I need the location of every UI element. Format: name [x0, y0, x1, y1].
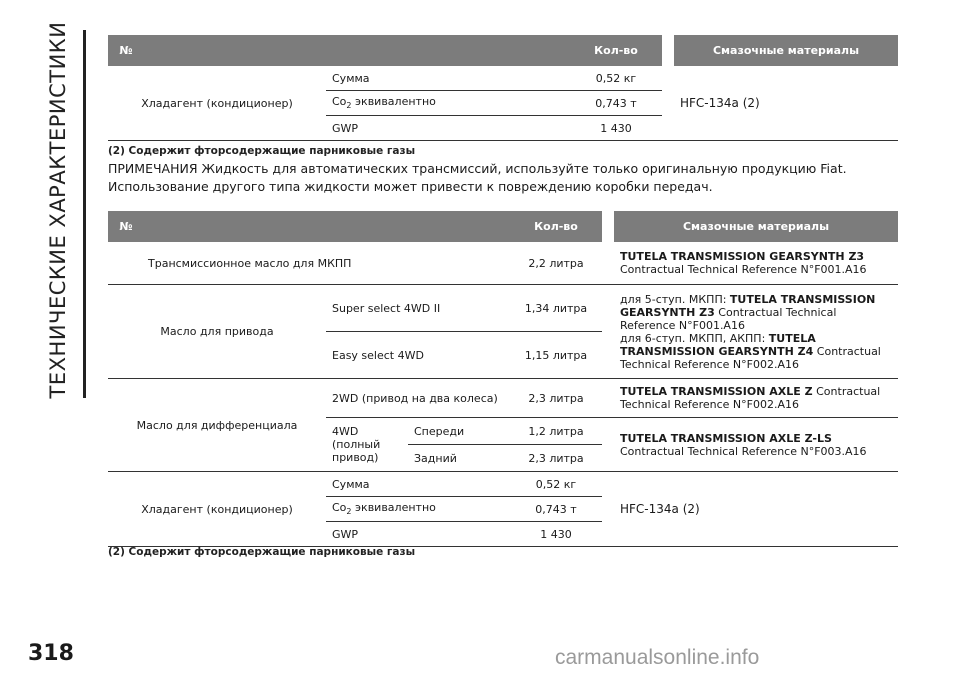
footnote-2: (2) Содержит фторсодержащие парниковые газы — [108, 546, 416, 558]
side-bar — [83, 30, 86, 398]
refrigerant-material: HFC-134a (2) — [674, 66, 898, 141]
sum-label: Сумма — [326, 66, 570, 91]
header-materials: Смазочные материалы — [674, 35, 898, 66]
4wd-label: 4WD (полный привод) — [326, 418, 408, 472]
drive-oil-material: для 5-ступ. МКПП: TUTELA TRANSMISSION GEARSYNTH Z3 Contractual Technical Reference N°F001.A16 для 6-ступ. МКПП, АКПП: TUTELA TRANSMISSION GEARSYNTH Z4 Contractual Technical Reference N°F002.A16 — [614, 285, 898, 379]
sum-qty: 0,52 кг — [570, 66, 662, 91]
sum-label-2: Сумма — [326, 472, 510, 497]
co2-label: $Co_2$ эквивалентно — [326, 91, 570, 116]
refrigerant-name-2: Хладагент (кондиционер) — [108, 472, 326, 547]
note-paragraph: ПРИМЕЧАНИЯ Жидкость для автоматических трансмиссий, используйте только оригинальную продукцию Fiat. Использование другого типа жидкости может привести к повреждению коробки передач. — [108, 161, 847, 194]
co2-label-2: $Co_2$ эквивалентно — [326, 497, 510, 522]
header-materials: Смазочные материалы — [614, 211, 898, 242]
co2-qty-2: 0,743 т — [510, 497, 602, 522]
refrigerant-material-2: HFC-134a (2) — [614, 472, 898, 547]
manual-gearbox-oil: Трансмиссионное масло для МКПП — [108, 242, 510, 285]
super-select-qty: 1,34 литра — [510, 285, 602, 332]
rear-qty: 2,3 литра — [510, 445, 602, 472]
rear-label: Задний — [408, 445, 510, 472]
2wd-qty: 2,3 литра — [510, 379, 602, 418]
differential-oil: Масло для дифференциала — [108, 379, 326, 472]
page-number: 318 — [28, 641, 74, 666]
axle-z-material: TUTELA TRANSMISSION AXLE Z Contractual Technical Reference N°F002.A16 — [614, 379, 898, 418]
lubricants-table — [108, 211, 898, 547]
side-title-area — [38, 21, 78, 408]
refrigerant-table — [108, 35, 898, 141]
sum-qty-2: 0,52 кг — [510, 472, 602, 497]
easy-select-qty: 1,15 литра — [510, 332, 602, 379]
axle-z-ls-material: TUTELA TRANSMISSION AXLE Z-LS Contractual Technical Reference N°F003.A16 — [614, 418, 898, 472]
gwp-label-2: GWP — [326, 522, 510, 547]
header-no: № — [108, 211, 144, 242]
gwp-qty-2: 1 430 — [510, 522, 602, 547]
manual-gearbox-material: TUTELA TRANSMISSION GEARSYNTH Z3 Contractual Technical Reference N°F001.A16 — [614, 242, 898, 285]
front-qty: 1,2 литра — [510, 418, 602, 445]
header-no: № — [108, 35, 144, 66]
gwp-qty: 1 430 — [570, 116, 662, 141]
2wd-label: 2WD (привод на два колеса) — [326, 379, 510, 418]
watermark: carmanualsonline.info — [555, 646, 760, 669]
gwp-label: GWP — [326, 116, 570, 141]
footnote-1: (2) Содержит фторсодержащие парниковые газы — [108, 145, 416, 157]
header-qty: Кол-во — [570, 35, 662, 66]
easy-select-label: Easy select 4WD — [326, 332, 510, 379]
drive-oil: Масло для привода — [108, 285, 326, 379]
header-qty: Кол-во — [510, 211, 602, 242]
co2-qty: 0,743 т — [570, 91, 662, 116]
side-title: ТЕХНИЧЕСКИЕ ХАРАКТЕРИСТИКИ — [46, 21, 70, 399]
super-select-label: Super select 4WD II — [326, 285, 510, 332]
manual-gearbox-qty: 2,2 литра — [510, 242, 602, 285]
front-label: Спереди — [408, 418, 510, 445]
refrigerant-name: Хладагент (кондиционер) — [108, 66, 326, 141]
